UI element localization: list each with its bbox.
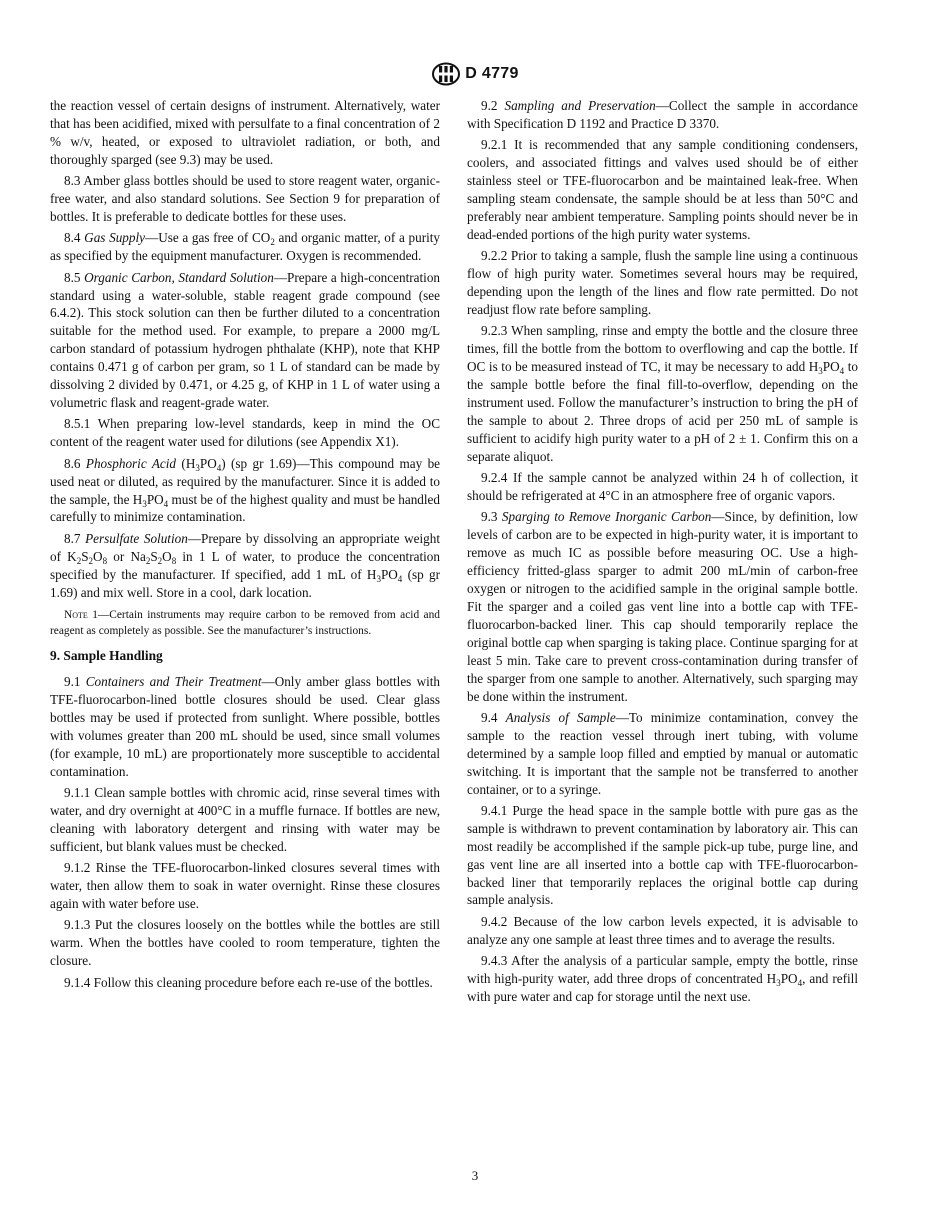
page-number: 3: [471, 1168, 479, 1183]
paragraph-9-2-2: 9.2.2 Prior to taking a sample, flush the sample line using a continuous flow of high purity water. Sometimes several hours may be required, depending upon the length of the lines and flow rate permitted. Do not readjust flow rate before sampling.: [467, 248, 858, 317]
right-column: [467, 97, 858, 1009]
standard-designation: D 4779: [465, 65, 519, 82]
note-1: Note 1—Certain instruments may require carbon to be removed from acid and reagent as completely as possible. See the manufacturer’s instructions.: [50, 609, 440, 637]
page-header: [0, 62, 950, 86]
paragraph-9-2-1: 9.2.1 It is recommended that any sample conditioning condensers, coolers, and associated fittings and valves used should be of either stainless steel or TFE-fluorocarbon and be maintained leak-free. When sampling steam condensate, the sample should be at less than 50°C and preferably near ambient temperature. Sampling points should never be in dead-ended portions of the high purity water systems.: [467, 137, 858, 242]
section-9-heading: 9. Sample Handling: [50, 648, 163, 664]
paragraph-8-6: 8.6 Phosphoric Acid $(H_3PO_4)$ (sp gr 1.69)—This compound may be used neat or diluted, as required by the manufacturer. Since it is added to the sample, the $H_3PO_4$ must be of the highest quality and must be handled carefully to minimize contamination.: [50, 455, 441, 525]
paragraph-8-4: 8.4 Gas Supply—Use a gas free of $CO_2$ and organic matter, of a purity as specified by the equipment manufacturer. Oxygen is recommended.: [50, 230, 441, 264]
paragraph-9-1-3: 9.1.3 Put the closures loosely on the bottles while the bottles are still warm. When the bottles have cooled to room temperature, tighten the closure.: [50, 917, 440, 969]
paragraph-8-5-1: 8.5.1 When preparing low-level standards, keep in mind the OC content of the reagent water used for dilutions (see Appendix X1).: [50, 416, 440, 450]
paragraph-9-4-2: 9.4.2 Because of the low carbon levels expected, it is advisable to analyze any one sample at least three times and to average the results.: [467, 913, 858, 947]
paragraph-9-2: 9.2 Sampling and Preservation—Collect the sample in accordance with Specification D 1192 and Practice D 3370.: [467, 98, 858, 131]
paragraph-8-7: 8.7 Persulfate Solution—Prepare by dissolving an appropriate weight of $K_2S_2O_8$ or $Na_2S_2O_8$ in 1 L of water, to produce the concentration specified by the manufacturer. If specified, add 1 mL of $H_3PO_4$ (sp gr 1.69) and mix well. Store in a cool, dark location.: [50, 530, 441, 600]
paragraph-8-5: 8.5 Organic Carbon, Standard Solution—Prepare a high-concentration standard using a water-soluble, stable reagent grade compound (see 6.4.2). This stock solution can then be further diluted to a concentration suitable for the method used. For example, to prepare a 2000 mg/L carbon standard of potassium hydrogen phthalate (KHP), note that KHP contains 0.471 g of carbon per gram, so 1 L of standard can be made by dissolving 2 divided by 0.471, or 4.25 g, of KHP in 1 L of water using a volumetric flask and reagent-grade water.: [50, 269, 441, 410]
paragraph-9-1: 9.1 Containers and Their Treatment—Only amber glass bottles with TFE-fluorocarbon-lined bottle closures should be used. Clear glass bottles may be used if protected from sunlight. Where possible, bottles with volumes greater than 200 mL should be used, since small volumes (for example, 10 mL) are proportionately more susceptible to accidental contamination.: [50, 674, 441, 779]
paragraph-9-2-4: 9.2.4 If the sample cannot be analyzed within 24 h of collection, it should be refrigerated at 4°C in an atmosphere free of organic vapors.: [467, 470, 858, 504]
paragraph-9-1-4: 9.1.4 Follow this cleaning procedure before each re-use of the bottles.: [64, 974, 433, 990]
paragraph-9-3: 9.3 Sparging to Remove Inorganic Carbon—Since, by definition, low levels of carbon are to be expected in high-purity water, it is important to remove as much IC as possible before measuring OC. Use a high-efficiency fritted-glass sparger to admit 200 mL/min of carbon-free oxygen or nitrogen to the acidified sample in the original sample bottle. Fit the sparger and a coiled gas vent line into a bottle cap with TFE-fluorocarbon-backed liner. This cap should temporarily replace the original bottle cap when sparging is taking place. Continue sparging for at least 5 min. Take care to prevent cross-contamination during transfer of the sparger from one sample to another. Alternatively, such sparging may be done within the instrument.: [467, 509, 858, 704]
paragraph-9-1-2: 9.1.2 Rinse the TFE-fluorocarbon-linked closures several times with water, then allow them to soak in water overnight. Rinse these closures again with water before use.: [50, 860, 440, 912]
paragraph-9-4: 9.4 Analysis of Sample—To minimize contamination, convey the sample to the reaction vessel through inert tubing, with volume determined by a sample loop filled and emptied by manual or automatic switching. It is important that the sample not be transferred to another container, or to a syringe.: [467, 709, 858, 797]
astm-logo-icon: [431, 62, 461, 86]
paragraph-8-2-continued: the reaction vessel of certain designs of instrument. Alternatively, water that has been acidified, mixed with persulfate to a final concentration of 2 % w/v, heated, or exposed to ultraviolet radiation, or both, and thoroughly sparged (see 9.3) may be used.: [50, 98, 440, 167]
paragraph-9-2-3: 9.2.3 When sampling, rinse and empty the bottle and the closure three times, fill the bottle from the bottom to overflowing and cap the bottle. If OC is to be measured instead of TC, it may be necessary to add $H_3PO_4$ to the sample bottle before the final fill-to-overflow, depending on the instrument used. Follow the manufacturer’s instruction to bring the pH of the sample to about 2. Three drops of acid per 250 mL of sample is sufficient to acidify high purity water to a pH of 2 ± 1. Confirm this on a separate aliquot.: [467, 323, 858, 464]
paragraph-8-3: 8.3 Amber glass bottles should be used to store reagent water, organic-free water, and also standard solutions. See Section 9 for preparation of bottles. It is preferable to dedicate bottles for these uses.: [50, 173, 440, 224]
paragraph-9-4-1: 9.4.1 Purge the head space in the sample bottle with pure gas as the sample is withdrawn to prevent contamination by laboratory air. This can most readily be accomplished if the sample pick-up tube, purge line, and gas vent line are all inserted into a bottle cap with TFE-fluorocarbon-backed liner that temporarily replaces the original bottle cap during sample analysis.: [467, 802, 858, 908]
left-column: [50, 97, 440, 995]
paragraph-9-1-1: 9.1.1 Clean sample bottles with chromic acid, rinse several times with water, and dry overnight at 400°C in a muffle furnace. If bottles are new, cleaning with laboratory detergent and rinsing with water may be sufficient, but blank values must be checked.: [50, 785, 440, 854]
paragraph-9-4-3: 9.4.3 After the analysis of a particular sample, empty the bottle, rinse with high-purity water, add three drops of concentrated $H_3PO_4$, and refill with pure water and cap for storage until the next use.: [467, 953, 858, 1004]
